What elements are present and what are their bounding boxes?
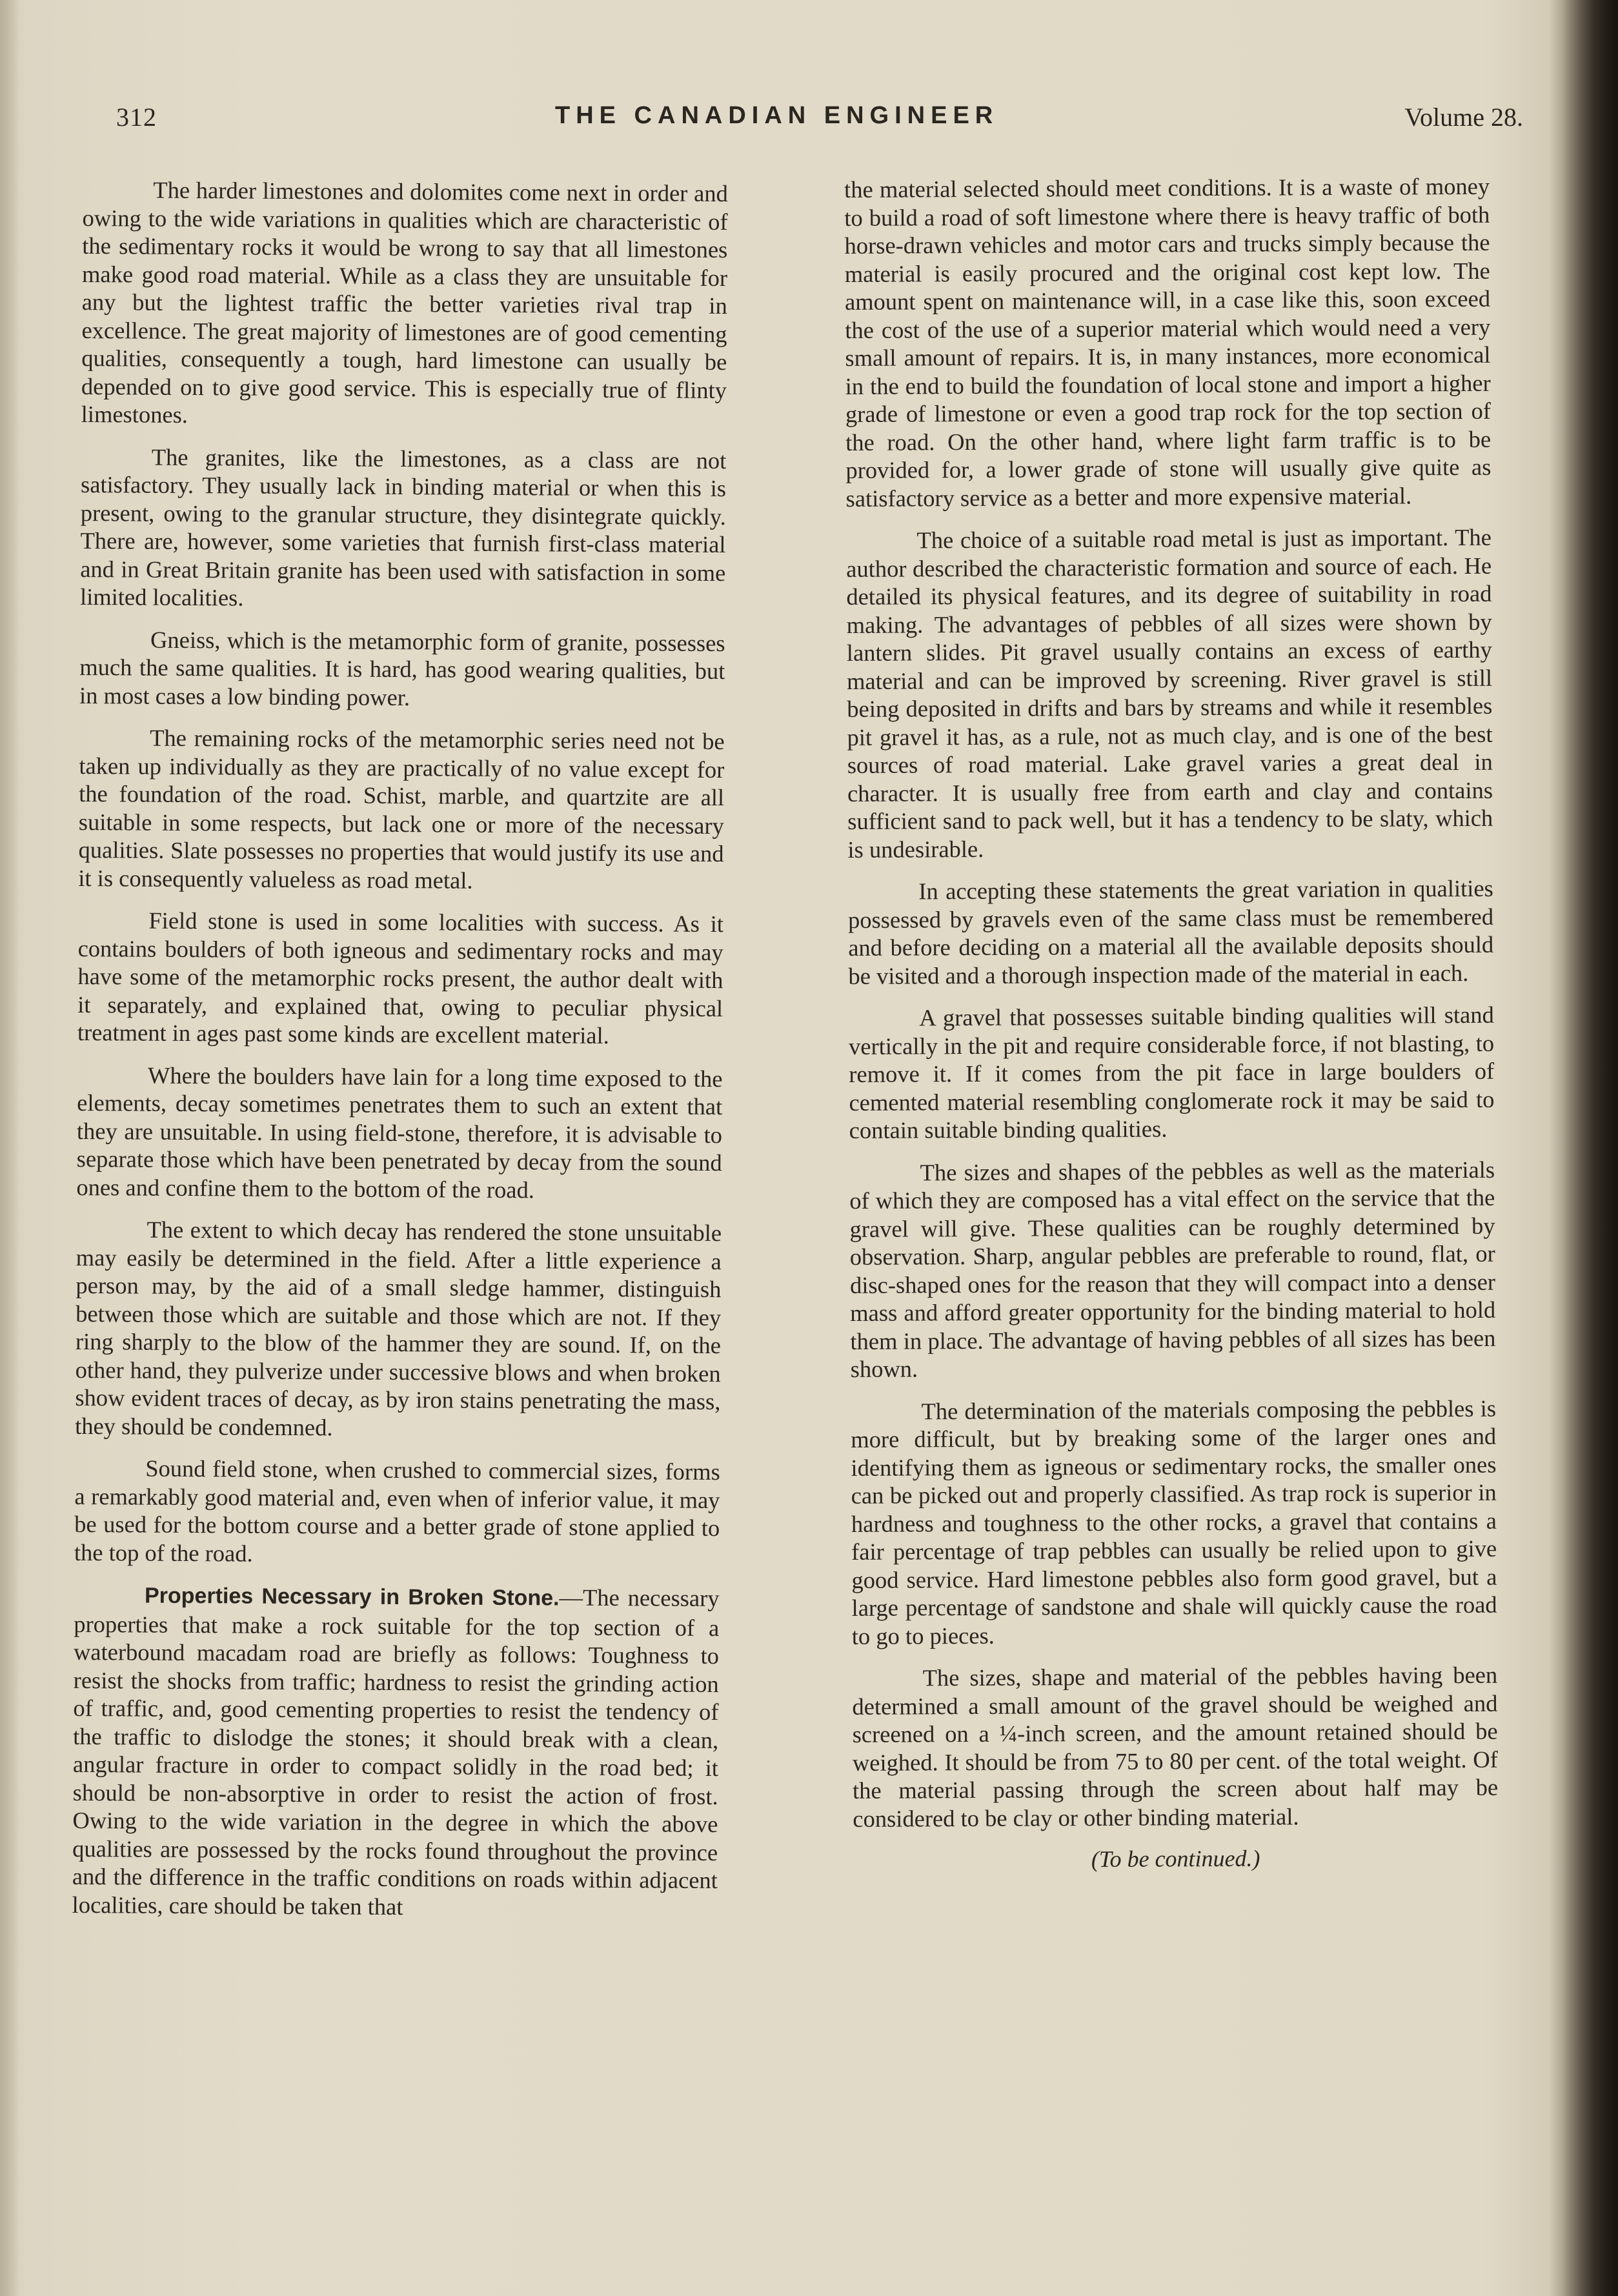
- paragraph-material-selection: the material selected should meet conditions. It is a waste of money to build a road of soft limestone where there is heavy traffic of both horse-drawn vehicles and motor cars and trucks simply because the material is easily procured and the original cost kept low. The amount spent on maintenance will, in a case like this, soon exceed the cost of the use of a superior material which would need a very small amount of repairs. It is, in many instances, more economical in the end to build the foundation of local stone and import a higher grade of limestone or even a good trap rock for the top section of the road. On the other hand, where light farm traffic is to be provided for, a lower grade of stone will usually give quite as satisfactory service as a better and more expensive material.: [844, 172, 1492, 512]
- volume-label: Volume 28.: [1404, 103, 1523, 132]
- right-column: [844, 172, 1499, 1889]
- left-column: [72, 176, 728, 1937]
- paragraph-gneiss: Gneiss, which is the metamorphic form of granite, possesses much the same qualities. It is hard, has good wearing qualities, but in most cases a low binding power.: [79, 626, 725, 710]
- book-binding-shadow: [1562, 0, 1618, 2296]
- paragraph-sizes-shapes: The sizes and shapes of the pebbles as well as the materials of which they are composed has a vital effect on the service that the gravel will give. These qualities can be roughly determined by observation. Sharp, angular pebbles are preferable to round, flat, or disc-shaped ones for the reason that they will compact into a denser mass and afford greater opportunity for the binding material to hold them in place. The advantage of having pebbles of all sizes has been shown.: [849, 1156, 1496, 1382]
- paragraph-sound-field-stone: Sound field stone, when crushed to commercial sizes, forms a remarkably good material and, even when of inferior value, it may be used for the bottom course and a better grade of stone applied to the top of the road.: [74, 1455, 720, 1567]
- continued-note: (To be continued.): [1091, 1845, 1260, 1873]
- paragraph-limestones: The harder limestones and dolomites come next in order and owing to the wide variations in qualities which are characteristic of the sedimentary rocks it would be wrong to say that all limestones make good road material. While as a class they are unsuitable for any but the lightest traffic the better varieties rival trap in excellence. The great majority of limestones are of good cementing qualities, consequently a tough, hard limestone can usually be depended on to give good service. This is especially true of flinty limestones.: [81, 176, 728, 428]
- page-number: 312: [116, 103, 157, 132]
- paragraph-granites: The granites, like the limestones, as a class are not satisfactory. They usually lack in binding material or when this is present, owing to the granular structure, they disintegrate quickly. There are, however, some varieties that furnish first-class material and in Great Britain granite has been used with satisfaction in some limited localities.: [79, 443, 727, 611]
- journal-title: THE CANADIAN ENGINEER: [555, 102, 999, 129]
- section-heading-properties: Properties Necessary in Broken Stone.: [144, 1583, 560, 1611]
- running-header: [116, 102, 1523, 141]
- paragraph-determination: The determination of the materials composing the pebbles is more difficult, but by breaking some of the larger ones and identifying them as igneous or sedimentary rocks, the smaller ones can be picked out and properly classified. As trap rock is superior in hardness and toughness to the other rocks, a gravel that contains a fair percentage of trap pebbles can usually be relied upon to give good service. Hard limestone pebbles also form good gravel, but a large percentage of sandstone and shale will quickly cause the road to go to pieces.: [851, 1395, 1497, 1649]
- page-left-edge-shadow: [0, 0, 19, 2296]
- properties-text: —The necessary properties that make a rock suitable for the top section of a waterbound macadam road are briefly as follows: Toughness to resist the shocks from traffic; hardness to resist the grinding action of traffic, and, good cementing properties to resist the tendency of the traffic to dislodge the stones; it should break with a clean, angular fracture in order to compact solidly in the road bed; it should be non-absorptive in order to resist the action of frost. Owing to the wide variation in the degree in which the above qualities are possessed by the rocks found throughout the province and the difference in the traffic conditions on roads within adjacent localities, care should be taken that: [72, 1584, 720, 1920]
- paragraph-boulders: Where the boulders have lain for a long time exposed to the elements, decay sometimes penetrates them to such an extent that they are unsuitable. In using field-stone, therefore, it is advisable to separate those which have been penetrated by decay from the sound ones and confine them to the bottom of the road.: [76, 1062, 723, 1203]
- paragraph-screening: The sizes, shape and material of the pebbles having been determined a small amount of the gravel should be weighed and screened on a ¼-inch screen, and the amount retained should be weighed. It should be from 75 to 80 per cent. of the total weight. Of the material passing through the screen about half may be considered to be clay or other binding material.: [852, 1661, 1499, 1832]
- paragraph-binding-qualities: A gravel that possesses suitable binding qualities will stand vertically in the pit and require considerable force, if not blasting, to remove it. If it comes from the pit face in large boulders of cemented material resembling conglomerate rock it may be said to contain suitable binding qualities.: [848, 1001, 1495, 1143]
- paragraph-decay: The extent to which decay has rendered the stone unsuitable may easily be determined in the field. After a little experience a person may, by the aid of a small sledge hammer, distinguish between those which are suitable and those which are not. If they ring sharply to the blow of the hammer they are sound. If, on the other hand, they pulverize under successive blows and when broken show evident traces of decay, as by iron stains penetrating the mass, they should be condemned.: [75, 1216, 722, 1440]
- paragraph-properties: [72, 1580, 720, 1922]
- paragraph-metamorphic: The remaining rocks of the metamorphic series need not be taken up individually as they are practically of no value except for the foundation of the road. Schist, marble, and quartzite are all suitable in some respects, but lack one or more of the necessary qualities. Slate possesses no properties that would justify its use and it is consequently valueless as road metal.: [78, 724, 725, 894]
- paragraph-field-stone: Field stone is used in some localities with success. As it contains boulders of both igneous and sedimentary rocks and may have some of the metamorphic rocks present, the author dealt with it separately, and explained that, owing to peculiar physical treatment in ages past some kinds are excellent material.: [77, 907, 724, 1049]
- paragraph-accepting-statements: In accepting these statements the great variation in qualities possessed by gravels even of the same class must be remembered and before deciding on a material all the available deposits should be visited and a thorough inspection made of the material in each.: [847, 874, 1494, 989]
- paragraph-choice-of-metal: The choice of a suitable road metal is just as important. The author described the characteristic formation and source of each. He detailed its physical features, and its degree of suitability in road making. The advantages of pebbles of all sizes were shown by lantern slides. Pit gravel usually contains an excess of earthy material and can be improved by screening. River gravel is still being deposited in drifts and bars by streams and while it resembles pit gravel it has, as a rule, not as much clay, and is one of the best sources of road material. Lake gravel varies a great deal in character. It is usually free from earth and clay and contains sufficient sand to pack well, but it has a tendency to be slaty, which is undesirable.: [846, 523, 1493, 863]
